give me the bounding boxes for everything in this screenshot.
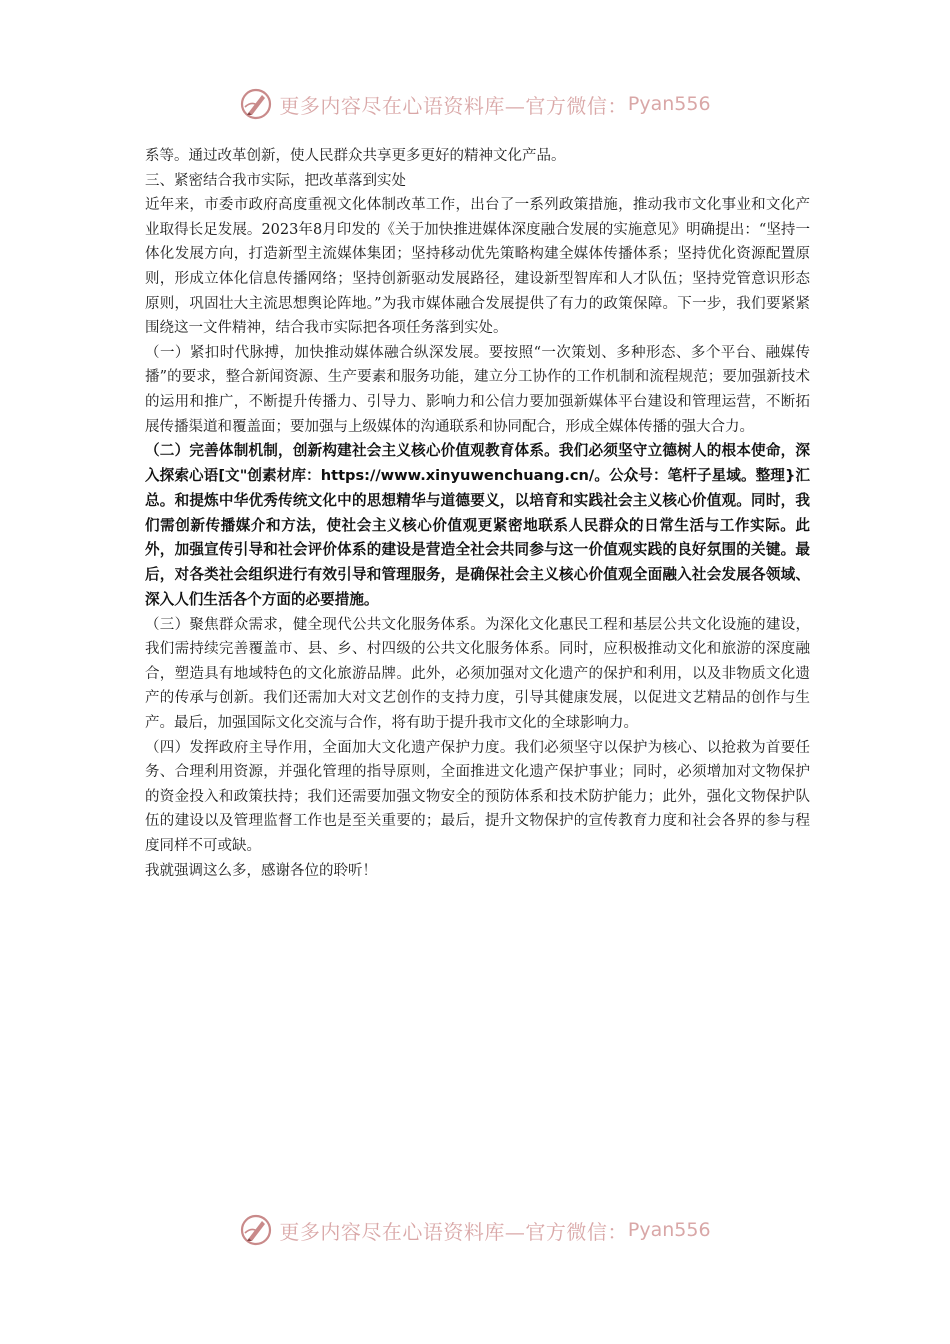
closing-remark: 我就强调这么多，感谢各位的聆听！ — [145, 862, 377, 879]
footer-watermark — [0, 1210, 950, 1250]
watermark-wechat-id: Pyan556 — [627, 93, 711, 115]
watermark-text: 更多内容尽在心语资料库—官方微信： — [279, 93, 628, 118]
paragraph-item-2: （二）完善体制机制，创新构建社会主义核心价值观教育体系。我们必须坚守立德树人的根本使命，深入探索心语[文"创素材库：https://www.xinyuwenchuang.cn/。公众号：笔杆子星域。整理}汇总。和提炼中华优秀传统文化中的思想精华与道德要义，以培育和实践社会主义核心价值观。同时，我们需创新传播媒介和方法，使社会主义核心价值观更紧密地联系人民群众的日常生活与工作实际。此外，加强宣传引导和社会评价体系的建设是营造全社会共同参与这一价值观实践的良好氛围的关键。最后，对各类社会组织进行有效引导和管理服务，是确保社会主义核心价值观全面融入社会发展各领域、深入人们生活各个方面的必要措施。 — [145, 442, 810, 608]
header-watermark — [0, 84, 950, 124]
paragraph-item-1: （一）紧扣时代脉搏，加快推动媒体融合纵深发展。要按照“一次策划、多种形态、多个平台、融媒传播”的要求，整合新闻资源、生产要素和服务功能，建立分工协作的工作机制和流程规范；要加强新技术的运用和推广，不断提升传播力、引导力、影响力和公信力要加强新媒体平台建设和管理运营，不断拓展传播渠道和覆盖面；要加强与上级媒体的沟通联系和协同配合，形成全媒体传播的强大合力。 — [145, 344, 810, 435]
watermark-text: 更多内容尽在心语资料库—官方微信： — [279, 1219, 628, 1244]
document-body — [145, 144, 810, 883]
paragraph-item-4: （四）发挥政府主导作用，全面加大文化遗产保护力度。我们必须坚守以保护为核心、以抢救为首要任务、合理利用资源，并强化管理的指导原则，全面推进文化遗产保护事业；同时，必须增加对文物保护的资金投入和政策扶持；我们还需要加强文物安全的预防体系和技术防护能力；此外，强化文物保护队伍的建设以及管理监督工作也是至关重要的；最后，提升文物保护的宣传教育力度和社会各界的参与程度同样不可或缺。 — [145, 739, 810, 855]
pen-logo-icon — [239, 1213, 273, 1247]
pen-logo-icon — [239, 87, 273, 121]
watermark-wechat-id: Pyan556 — [627, 1219, 711, 1241]
section-heading: 三、紧密结合我市实际，把改革落到实处 — [145, 172, 406, 189]
paragraph-intro: 近年来，市委市政府高度重视文化体制改革工作，出台了一系列政策措施，推动我市文化事业和文化产业取得长足发展。2023年8月印发的《关于加快推进媒体深度融合发展的实施意见》明确提出：“坚持一体化发展方向，打造新型主流媒体集团；坚持移动优先策略构建全媒体传播体系；坚持优化资源配置原则，形成立体化信息传播网络；坚持创新驱动发展路径，建设新型智库和人才队伍；坚持党管意识形态原则，巩固壮大主流思想舆论阵地。”为我市媒体融合发展提供了有力的政策保障。下一步，我们要紧紧围绕这一文件精神，结合我市实际把各项任务落到实处。 — [145, 197, 810, 337]
paragraph-item-3: （三）聚焦群众需求，健全现代公共文化服务体系。为深化文化惠民工程和基层公共文化设施的建设，我们需持续完善覆盖市、县、乡、村四级的公共文化服务体系。同时，应积极推动文化和旅游的深度融合，塑造具有地域特色的文化旅游品牌。此外，必须加强对文化遗产的保护和利用，以及非物质文化遗产的传承与创新。我们还需加大对文艺创作的支持力度，引导其健康发展，以促进文艺精品的创作与生产。最后，加强国际文化交流与合作，将有助于提升我市文化的全球影响力。 — [145, 616, 810, 732]
paragraph-continuation: 系等。通过改革创新，使人民群众共享更多更好的精神文化产品。 — [145, 148, 566, 164]
